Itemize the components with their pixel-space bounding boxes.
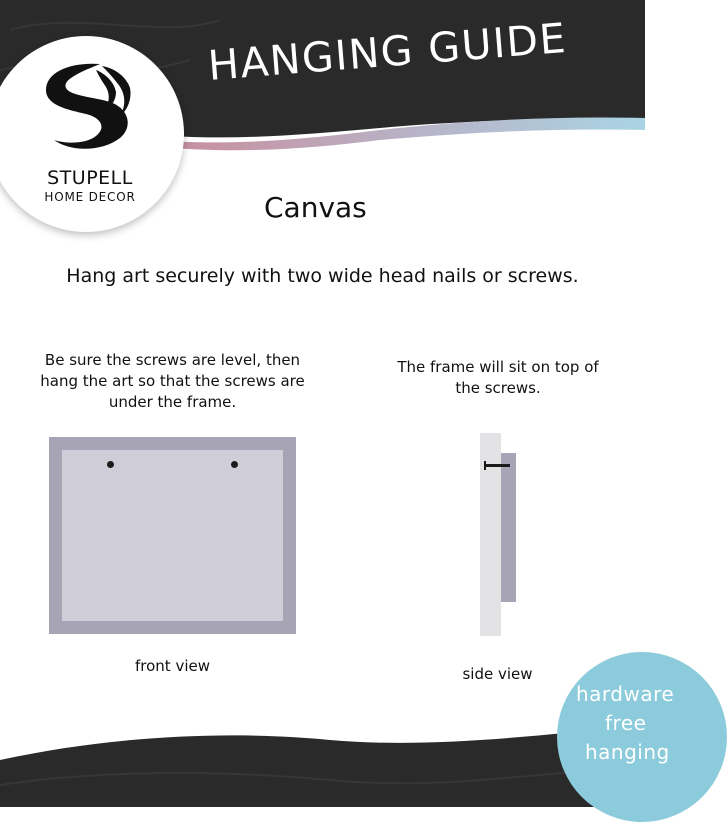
badge-line-1: hardware — [576, 682, 675, 706]
hardware-free-badge — [557, 652, 727, 822]
side-view-frame — [501, 453, 516, 602]
front-view-frame — [49, 437, 296, 634]
badge-line-2: free — [605, 711, 647, 735]
brand-tagline: HOME DECOR — [44, 190, 136, 204]
front-view-canvas — [62, 450, 283, 621]
side-view-note: The frame will sit on top of the screws. — [397, 358, 599, 397]
side-screw-head-icon — [484, 461, 486, 470]
front-view-note: Be sure the screws are level, then hang the art so that the screws are under the frame. — [40, 351, 305, 411]
page-title: HANGING GUIDE — [206, 13, 569, 90]
front-view-caption: front view — [135, 657, 210, 675]
main-instruction: Hang art securely with two wide head nails or screws. — [66, 265, 579, 287]
screw-left-icon — [107, 461, 114, 468]
badge-line-3: hanging — [585, 740, 670, 764]
footer-wave — [0, 725, 645, 807]
brand-swirl-icon — [40, 58, 140, 158]
side-view-caption: side view — [462, 665, 533, 683]
screw-right-icon — [231, 461, 238, 468]
side-screw-icon — [484, 464, 510, 467]
brand-name: STUPELL — [47, 167, 133, 189]
product-type: Canvas — [264, 191, 367, 224]
